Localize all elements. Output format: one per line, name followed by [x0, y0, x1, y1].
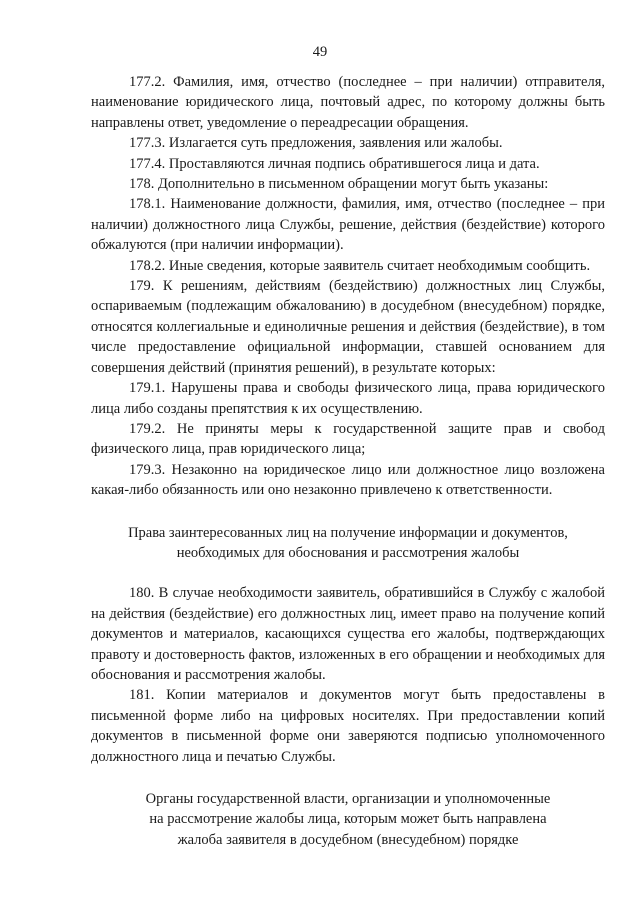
- heading-line: жалоба заявителя в досудебном (внесудебном) порядке: [177, 831, 519, 848]
- paragraph-178: 178. Дополнительно в письменном обращении могут быть указаны:: [129, 176, 549, 193]
- document-body: [91, 72, 605, 850]
- paragraph-179-2: 179.2. Не приняты меры к государственной защите прав и свобод физического лица, прав юридического лица;: [91, 420, 605, 458]
- page-number: 49: [312, 44, 328, 60]
- paragraph-177-2: 177.2. Фамилия, имя, отчество (последнее – при наличии) отправителя, наименование юридического лица, почтовый адрес, по которому должны быть направлены ответ, уведомление о переадресации обращения.: [91, 74, 605, 131]
- paragraph-177-3: 177.3. Излагается суть предложения, заявления или жалобы.: [129, 135, 503, 152]
- paragraph-180: 180. В случае необходимости заявитель, обратившийся в Службу с жалобой на действия (бездействие) его должностных лиц, имеет право на получение копий документов и материалов, касающихся существа его жалобы, подтверждающих правоту и достоверность фактов, изложенных в его обращении и необходимых для обоснования и рассмотрения жалобы.: [91, 585, 605, 683]
- heading-line: Права заинтересованных лиц на получение информации и документов,: [128, 524, 568, 541]
- heading-line: на рассмотрение жалобы лица, которым может быть направлена: [149, 811, 547, 828]
- paragraph-178-1: 178.1. Наименование должности, фамилия, имя, отчество (последнее – при наличии) должностного лица Службы, решение, действия (бездействие) которого обжалуются (при наличии информации).: [91, 196, 605, 254]
- section-heading-authorities: [91, 789, 605, 850]
- heading-line: необходимых для обоснования и рассмотрения жалобы: [176, 544, 520, 561]
- paragraph-179: 179. К решениям, действиям (бездействию) должностных лиц Службы, оспариваемым (подлежащим обжалованию) в досудебном (внесудебном) порядке, относятся коллегиальные и единоличные решения и действия (бездействие), в том числе предоставление официальной информации, ставшей основанием для совершения действий (принятия решений), в результате которых:: [91, 278, 605, 376]
- paragraph-181: 181. Копии материалов и документов могут быть предоставлены в письменной форме либо на цифровых носителях. При предоставлении копий документов в письменной форме они заверяются подписью уполномоченного должностного лица и печатью Службы.: [91, 687, 605, 765]
- paragraph-177-4: 177.4. Проставляются личная подпись обратившегося лица и дата.: [129, 155, 540, 172]
- heading-line: Органы государственной власти, организации и уполномоченные: [145, 791, 551, 807]
- paragraph-179-1: 179.1. Нарушены права и свободы физического лица, права юридического лица либо созданы препятствия к их осуществлению.: [91, 380, 605, 417]
- section-body-rights: [91, 583, 605, 767]
- paragraph-178-2: 178.2. Иные сведения, которые заявитель считает необходимым сообщить.: [129, 257, 591, 274]
- paragraph-179-3: 179.3. Незаконно на юридическое лицо или должностное лицо возложена какая-либо обязанность или оно незаконно привлечено к ответственности.: [91, 461, 605, 499]
- section-heading-rights: [91, 523, 605, 564]
